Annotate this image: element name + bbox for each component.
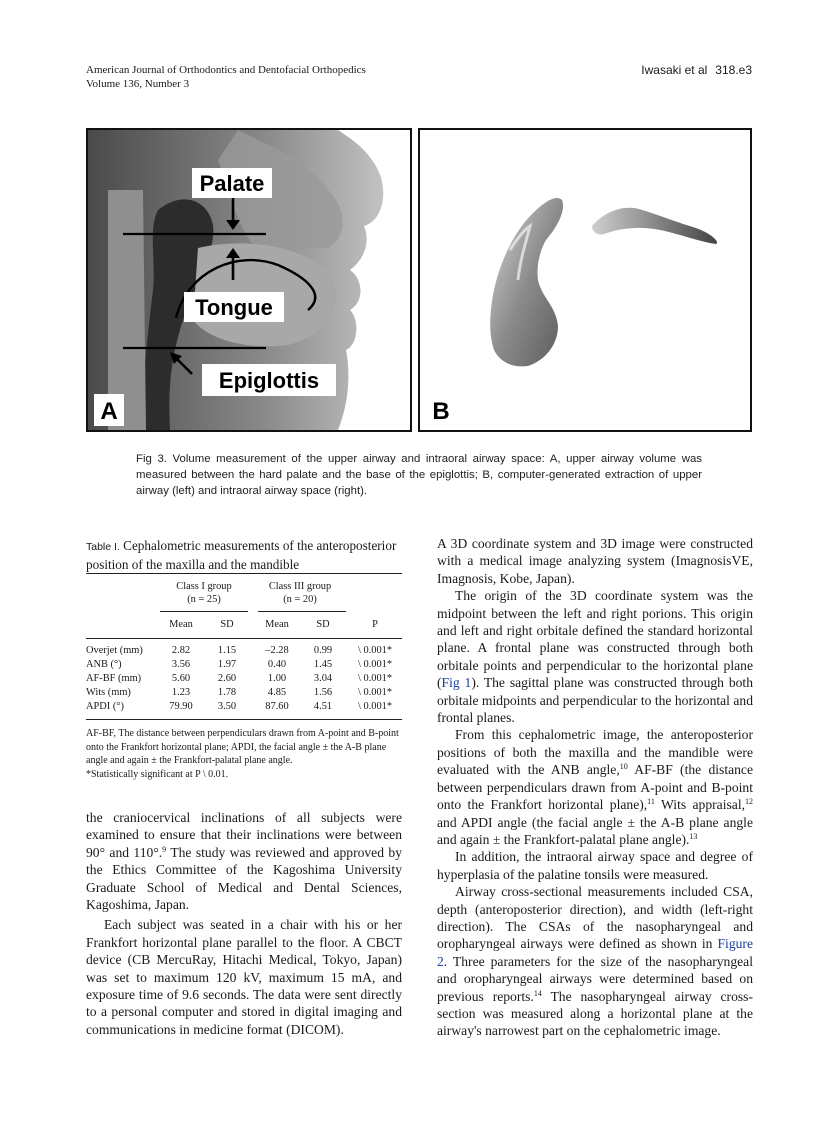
group1-name: Class I group — [176, 581, 232, 592]
airway-3d-illustration — [420, 130, 750, 430]
row-label: Wits (mm) — [86, 687, 131, 698]
text-run: the craniocervical inclinations of all subjects were examined to ensure that their inclinations were between 90° and 110°. — [86, 810, 402, 860]
author-short: Iwasaki et al — [641, 63, 708, 77]
running-header-page — [641, 63, 752, 77]
col-mean-1: Mean — [169, 619, 193, 630]
reference-superscript[interactable]: 10 — [619, 762, 628, 772]
col-mean-2: Mean — [265, 619, 289, 630]
cell-mean1: 3.56 — [171, 659, 191, 670]
figure-3 — [86, 128, 752, 432]
paragraph: In addition, the intraoral airway space and degree of hyperplasia of the palatine tonsils were measured. — [437, 849, 753, 882]
cell-sd2: 3.04 — [313, 673, 333, 684]
panel-letter-a: A — [100, 398, 118, 425]
paragraph — [86, 809, 402, 913]
group2-rule — [258, 611, 346, 612]
reference-superscript[interactable]: 14 — [533, 988, 542, 998]
group1-rule — [160, 611, 248, 612]
panel-a-cbct-image — [86, 128, 412, 432]
figure-1-link[interactable]: Fig 1 — [441, 675, 472, 691]
table-title — [86, 537, 402, 573]
reference-superscript[interactable]: 12 — [745, 797, 753, 807]
oral-airway-shape — [592, 208, 717, 244]
cell-sd2: 1.56 — [313, 687, 333, 698]
col-sd-1: SD — [220, 619, 234, 630]
cell-mean1: 5.60 — [171, 673, 191, 684]
text-run: The study was reviewed and approved by the Ethics Committee of the Kagoshima University Graduate School of Medical and Dental Sciences, Kagoshima, Japan. — [86, 844, 403, 913]
panel-letter-b: B — [432, 398, 450, 425]
col-p: P — [372, 619, 378, 630]
cell-mean1: 2.82 — [171, 645, 191, 656]
row-label: AF-BF (mm) — [86, 673, 142, 684]
page-number: 318.e3 — [715, 63, 752, 77]
left-column-text — [86, 809, 402, 1038]
cell-sd1: 1.15 — [217, 645, 237, 656]
paragraph: A 3D coordinate system and 3D image were constructed with a medical image analyzing system (ImagnosisVE, Imagnosis, Kobe, Japan). — [437, 536, 753, 586]
paragraph — [437, 587, 753, 726]
cell-mean2: –2.28 — [265, 645, 289, 656]
paragraph: Each subject was seated in a chair with his or her Frankfort horizontal plane parallel to the floor. A CBCT device (CB MercuRay, Hitachi Medical, Tokyo, Japan) was set to maximum 120 kV, maximum 15 mA, and exposure time of 9.6 seconds. The data were sent directly to a personal computer and stored in digital imaging and communications in medicine format (DICOM). — [86, 917, 402, 1037]
label-epiglottis: Epiglottis — [218, 368, 320, 393]
cell-sd1: 1.97 — [217, 659, 237, 670]
text-run: AF-BF (the distance between perpendiculars drawn from A-point and B-point onto the Frankfort horizontal plane), — [437, 762, 754, 813]
sagittal-ct-illustration — [88, 130, 410, 430]
paragraph — [437, 726, 753, 848]
text-run: The origin of the 3D coordinate system was the midpoint between the left and right porions. This origin and left and right orbitale defined the standard horizontal plane. A frontal plane was constructed through both orbitale points and perpendicular to the horizontal plane ( — [437, 588, 753, 691]
running-header-journal — [86, 63, 366, 91]
text-run: Airway cross-sectional measurements included CSA, depth (anteroposterior direction), and width (left-right direction). The CSAs of the nasopharyngeal and oropharyngeal airways were defined as shown in — [437, 884, 753, 952]
cell-p: \ 0.001* — [357, 673, 393, 684]
text-run: . Three parameters for the size of the nasopharyngeal and oropharyngeal airways were determined based on previous reports. — [437, 953, 753, 1004]
cell-sd1: 2.60 — [217, 673, 237, 684]
col-sd-2: SD — [316, 619, 330, 630]
journal-name: American Journal of Orthodontics and Dentofacial Orthopedics — [86, 64, 366, 76]
cell-p: \ 0.001* — [357, 645, 393, 656]
table-bottom-rule — [86, 719, 402, 720]
cell-mean2: 87.60 — [265, 701, 289, 712]
text-run: ). The sagittal plane was constructed through both orbitale midpoints and perpendicular to the horizontal and frontal planes. — [437, 675, 753, 726]
cell-sd1: 1.78 — [217, 687, 237, 698]
cell-mean2: 0.40 — [267, 659, 287, 670]
text-run: and APDI angle (the facial angle ± the A-B plane angle and again ± the Frankfort-palatal plane angle). — [437, 814, 753, 847]
right-column-text — [437, 535, 753, 1040]
table-header-rule — [86, 638, 402, 639]
cell-mean2: 1.00 — [267, 673, 287, 684]
row-label: ANB (°) — [86, 659, 122, 670]
cell-p: \ 0.001* — [357, 659, 393, 670]
row-label: APDI (°) — [86, 701, 124, 712]
cell-sd2: 0.99 — [313, 645, 333, 656]
cell-mean2: 4.85 — [267, 687, 287, 698]
reference-superscript[interactable]: 11 — [647, 797, 655, 807]
group2-n: (n = 20) — [283, 594, 317, 605]
table-top-rule — [86, 573, 402, 574]
cell-mean1: 79.90 — [169, 701, 193, 712]
reference-superscript[interactable]: 13 — [689, 831, 698, 841]
figure-caption: Fig 3. Volume measurement of the upper airway and intraoral airway space: A, upper airway volume was measured between the hard palate and the base of the epiglottis; B, computer-generated extraction of upper airway (left) and intraoral airway space (right). — [136, 453, 702, 497]
cell-sd2: 4.51 — [313, 701, 333, 712]
panel-b-airway-extraction — [418, 128, 752, 432]
group1-n: (n = 25) — [187, 594, 221, 605]
reference-superscript[interactable]: 9 — [162, 844, 167, 854]
table-title-text: Cephalometric measurements of the anteroposterior position of the maxilla and the mandible — [86, 538, 397, 572]
table-footnote — [86, 727, 402, 781]
cell-sd2: 1.45 — [313, 659, 333, 670]
table-label: Table I. — [86, 541, 120, 553]
figure-2-link[interactable]: Figure 2 — [437, 936, 753, 969]
upper-airway-shape — [490, 198, 563, 366]
table-note-significance: *Statistically significant at P \ 0.01. — [86, 768, 229, 780]
group2-name: Class III group — [268, 581, 332, 592]
cell-sd1: 3.50 — [217, 701, 237, 712]
paragraph — [437, 883, 753, 1040]
table-note-abbrev: AF-BF, The distance between perpendiculars drawn from A-point and B-point onto the Frankfort horizontal plane; APDI, the facial angle ± the A-B plane angle and again ± the Frankfort-palatal plane angle. — [86, 728, 399, 767]
cell-p: \ 0.001* — [357, 701, 393, 712]
label-palate: Palate — [199, 171, 265, 196]
label-tongue: Tongue — [195, 295, 273, 320]
text-run: The nasopharyngeal airway cross-section was measured along a horizontal plane at the airway's narrowest part on the cephalometric image. — [437, 988, 753, 1039]
row-label: Overjet (mm) — [86, 645, 143, 656]
cell-p: \ 0.001* — [357, 687, 393, 698]
journal-volume: Volume 136, Number 3 — [86, 78, 190, 90]
text-run: From this cephalometric image, the anteroposterior positions of both the maxilla and the mandible were evaluated with the ANB angle, — [437, 727, 753, 778]
cell-mean1: 1.23 — [171, 687, 191, 698]
text-run: Wits appraisal, — [654, 797, 745, 813]
